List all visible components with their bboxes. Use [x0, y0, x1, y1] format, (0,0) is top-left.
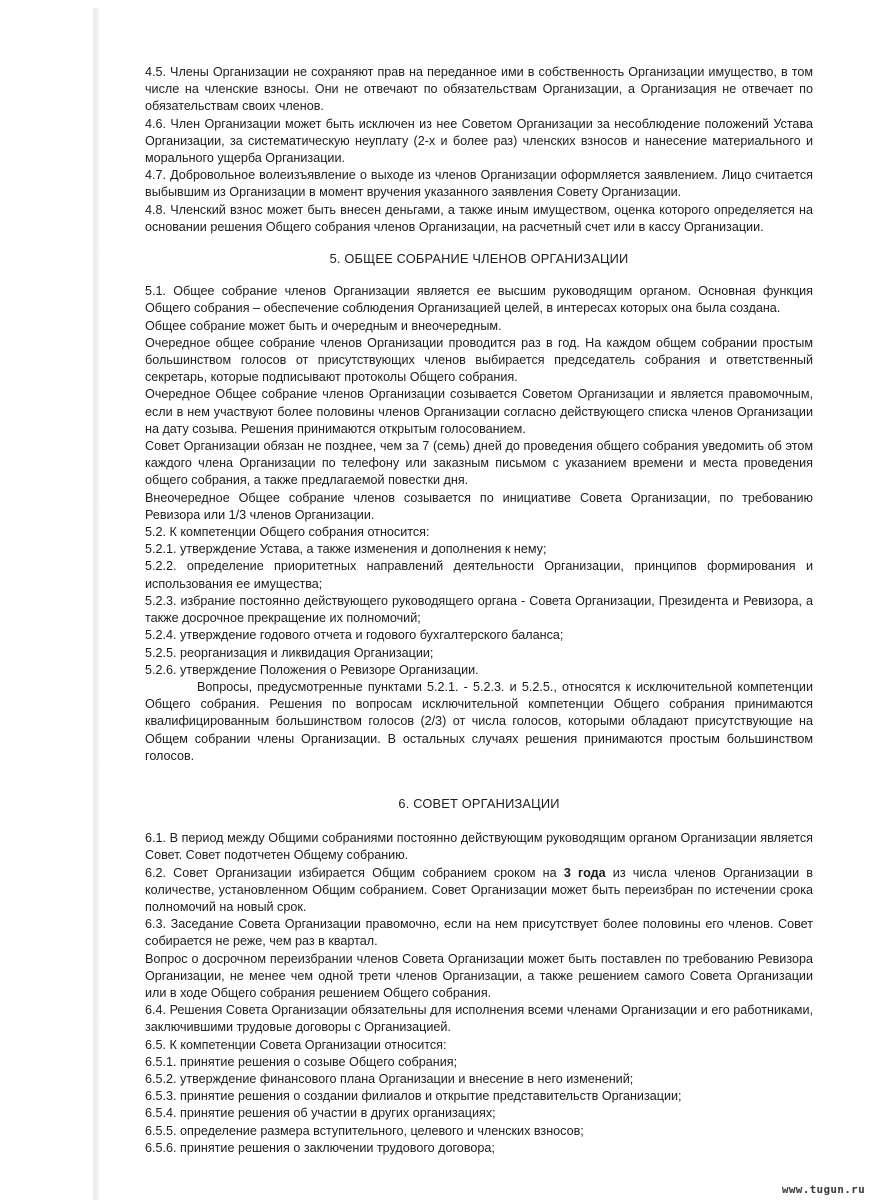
clause-5-2-6: 5.2.6. утверждение Положения о Ревизоре Организации. [145, 662, 479, 677]
clause-5-2-4: 5.2.4. утверждение годового отчета и годового бухгалтерского баланса; [145, 628, 564, 643]
charter-page [145, 64, 813, 1157]
clause-5-2-1: 5.2.1. утверждение Устава, а также изменения и дополнения к нему; [145, 542, 547, 557]
paragraph: Очередное Общее собрание членов Организации созывается Советом Организации и является правомочным, если в нем участвуют более половины членов Организации согласно действующего списка членов Организации на дату созыва. Решения принимаются открытым голосованием. [145, 387, 813, 436]
clause-6-3: 6.3. Заседание Совета Организации правомочно, если на нем присутствует более половины его членов. Совет собирается не реже, чем раз в квартал. [145, 917, 813, 949]
section-6-heading: 6. СОВЕТ ОРГАНИЗАЦИИ [398, 795, 560, 811]
clause-5-1: 5.1. Общее собрание членов Организации является ее высшим руководящим органом. Основная функция Общего собрания – обеспечение соблюдения Организацией целей, в интересах которых она была создана. [145, 284, 813, 316]
clause-6-5: 6.5. К компетенции Совета Организации относится: [145, 1037, 447, 1052]
clause-6-2-end: из числа членов Организации в количестве, установленном Общим собранием. Совет Организации может быть переизбран по истечении срока полномочий на новый срок. [145, 865, 813, 914]
paragraph: Внеочередное Общее собрание членов созывается по инициативе Совета Организации, по требованию Ревизора или 1/3 членов Организации. [145, 490, 813, 522]
clause-4-5: 4.5. Члены Организации не сохраняют прав на переданное ими в собственность Организации имущество, в том числе на членские взносы. Они не отвечают по обязательствам Организации, а Организация не отвечает по обязательствам своих членов. [145, 65, 813, 114]
clause-6-2-start: 6.2. Совет Организации избирается Общим собранием сроком на [145, 865, 564, 880]
paragraph: Вопрос о досрочном переизбрании членов Совета Организации может быть поставлен по требованию Ревизора Организации, не менее чем одной трети членов Организации, а также решением самого Совета Организации или в ходе Общего собрания решением Общего собрания. [145, 951, 813, 1000]
clause-4-8: 4.8. Членский взнос может быть внесен деньгами, а также иным имуществом, оценка которого определяется на основании решения Общего собрания членов Организации, на расчетный счет или в кассу Организации. [145, 202, 813, 234]
clause-6-5-6: 6.5.6. принятие решения о заключении трудового договора; [145, 1140, 495, 1155]
term-bold: 3 года [563, 865, 606, 880]
clause-6-5-2: 6.5.2. утверждение финансового плана Организации и внесение в него изменений; [145, 1071, 634, 1086]
paragraph: Общее собрание может быть и очередным и внеочередным. [145, 318, 502, 333]
paragraph: Совет Организации обязан не позднее, чем за 7 (семь) дней до проведения общего собрания уведомить об этом каждого члена Организации по телефону или заказным письмом с указанием времени и места проведения общего собрания, а также предлагаемой повестки дня. [145, 439, 813, 488]
clause-6-2 [145, 865, 813, 917]
clause-5-2-2: 5.2.2. определение приоритетных направлений деятельности Организации, принципов формирования и использования ее имущества; [145, 559, 813, 591]
clause-4-6: 4.6. Член Организации может быть исключен из нее Советом Организации за несоблюдение положений Устава Организации, за систематическую неуплату (2-х и более раз) членских взносов и нанесение материального и морального ущерба Организации. [145, 116, 813, 166]
section-5-heading: 5. ОБЩЕЕ СОБРАНИЕ ЧЛЕНОВ ОРГАНИЗАЦИИ [329, 251, 629, 267]
clause-6-5-5: 6.5.5. определение размера вступительного, целевого и членских взносов; [145, 1123, 584, 1138]
paragraph: Очередное общее собрание членов Организации проводится раз в год. На каждом общем собрании простым большинством голосов от присутствующих членов выбирается председатель собрания и ответственный секретарь, которые подписывают протоколы Общего собрания. [145, 335, 813, 385]
clause-6-5-3: 6.5.3. принятие решения о создании филиалов и открытие представительств Организации; [145, 1089, 682, 1104]
clause-6-5-4: 6.5.4. принятие решения об участии в других организациях; [145, 1106, 496, 1121]
clause-5-2-3: 5.2.3. избрание постоянно действующего руководящего органа - Совета Организации, Президента и Ревизора, а также досрочное прекращение их полномочий; [145, 593, 813, 626]
watermark-url: www.tugun.ru [781, 1183, 865, 1196]
exclusive-competence-paragraph: Вопросы, предусмотренные пунктами 5.2.1. - 5.2.3. и 5.2.5., относятся к исключительной компетенции Общего собрания. Решения по вопросам исключительной компетенции Общего собрания принимаются квалифицированным большинством голосов (2/3) от числа голосов, которыми обладают присутствующие на Общем собрании члены Организации. В остальных случаях решения принимаются простым большинством голосов. [145, 679, 813, 763]
clause-6-5-1: 6.5.1. принятие решения о созыве Общего собрания; [145, 1054, 458, 1069]
clause-6-4: 6.4. Решения Совета Организации обязательны для исполнения всеми членами Организации и его работниками, заключившими трудовые договоры с Организацией. [145, 1003, 813, 1035]
clause-5-2-5: 5.2.5. реорганизация и ликвидация Организации; [145, 645, 434, 660]
clause-4-7: 4.7. Добровольное волеизъявление о выходе из членов Организации оформляется заявлением. Лицо считается выбывшим из Организации в момент вручения указанного заявления Совету Организации. [145, 168, 813, 200]
clause-6-1: 6.1. В период между Общими собраниями постоянно действующим руководящим органом Организации является Совет. Совет подотчетен Общему собранию. [145, 831, 813, 863]
clause-5-2: 5.2. К компетенции Общего собрания относится: [145, 525, 430, 540]
scan-edge [93, 8, 99, 1200]
